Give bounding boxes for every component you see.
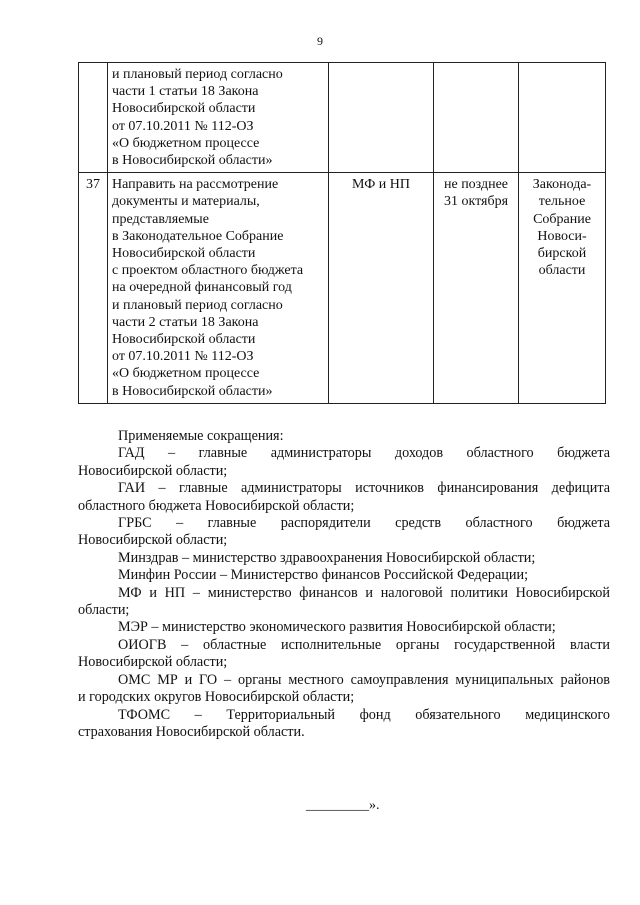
abbreviation-item <box>78 445 610 480</box>
abbreviations-heading: Применяемые сокращения: <box>118 428 284 444</box>
description-line: части 2 статьи 18 Закона <box>112 314 259 330</box>
abbreviation-continuation: Новосибирской области; <box>78 462 228 479</box>
abbreviation-item <box>78 672 610 707</box>
abbreviation-first-line: ГРБС – главные распорядители средств областного бюджета <box>118 515 610 532</box>
abbreviation-item <box>78 567 610 584</box>
abbreviation-first-line: ТФОМС – Территориальный фонд обязательного медицинского <box>118 706 610 723</box>
term-line: 31 октября <box>443 194 509 210</box>
abbreviation-first-line: ГАД – главные администраторы доходов областного бюджета <box>118 445 610 462</box>
abbreviation-continuation: Новосибирской области; <box>78 532 228 549</box>
table-row-continuation <box>79 63 606 173</box>
recipient-line: Законода- <box>532 177 592 193</box>
abbreviation-continuation: страхования Новосибирской области. <box>78 723 305 740</box>
abbreviation-continuation: Новосибирской области; <box>78 654 228 671</box>
term-line: не позднее <box>443 177 509 193</box>
abbreviation-first-line: ОМС МР и ГО – органы местного самоуправления муниципальных районов <box>118 671 610 688</box>
abbreviation-item <box>78 585 610 620</box>
description-line: представляемые <box>112 211 209 227</box>
description-line: документы и материалы, <box>112 194 260 210</box>
recipient-line: Новоси- <box>537 228 587 244</box>
table-row-37 <box>79 173 606 404</box>
executor-cell <box>329 63 434 173</box>
description-line: Новосибирской области <box>112 101 256 117</box>
description-cell <box>108 173 329 404</box>
recipient-cell <box>519 173 606 404</box>
description-line: Новосибирской области <box>112 246 256 262</box>
row-number-cell: 37 <box>79 173 108 404</box>
description-line: в Законодательное Собрание <box>112 228 284 244</box>
abbreviation-continuation: области; <box>78 602 130 619</box>
abbreviation-first-line: Минздрав – министерство здравоохранения Новосибирской области; <box>118 549 536 566</box>
abbreviation-continuation: и городских округов Новосибирской области; <box>78 689 355 706</box>
abbreviations-section <box>78 428 610 741</box>
page-number: 9 <box>317 34 323 48</box>
recipient-line: Собрание <box>533 211 591 227</box>
abbreviation-first-line: МФ и НП – министерство финансов и налоговой политики Новосибирской <box>118 584 610 601</box>
abbreviation-first-line: Минфин России – Министерство финансов Российской Федерации; <box>118 567 529 584</box>
description-line: и плановый период согласно <box>112 297 283 313</box>
abbreviation-item <box>78 707 610 742</box>
row-number-cell <box>79 63 108 173</box>
recipient-line: тельное <box>538 194 586 210</box>
term-cell <box>434 173 519 404</box>
description-line: и плановый период согласно <box>112 67 283 82</box>
description-line: в Новосибирской области» <box>112 383 273 399</box>
description-line: «О бюджетном процессе <box>112 135 260 151</box>
description-cell <box>108 63 329 173</box>
description-line: с проектом областного бюджета <box>112 263 304 279</box>
term-cell <box>434 63 519 173</box>
recipient-line: области <box>538 263 586 279</box>
plan-table <box>78 62 606 404</box>
abbreviation-continuation: областного бюджета Новосибирской области; <box>78 497 355 514</box>
recipient-cell <box>519 63 606 173</box>
abbreviation-item <box>78 637 610 672</box>
abbreviation-item <box>78 619 610 636</box>
description-line: Направить на рассмотрение <box>112 177 279 193</box>
description-line: «О бюджетном процессе <box>112 366 260 382</box>
closing-mark: _________». <box>306 798 380 813</box>
abbreviation-first-line: МЭР – министерство экономического развития Новосибирской области; <box>118 619 556 636</box>
abbreviation-first-line: ОИОГВ – областные исполнительные органы государственной власти <box>118 636 610 653</box>
description-line: от 07.10.2011 № 112-ОЗ <box>112 118 254 134</box>
executor-cell: МФ и НП <box>329 173 434 404</box>
description-line: части 1 статьи 18 Закона <box>112 84 259 100</box>
description-line: в Новосибирской области» <box>112 153 273 169</box>
description-line: на очередной финансовый год <box>112 280 292 296</box>
abbreviation-item <box>78 480 610 515</box>
abbreviation-first-line: ГАИ – главные администраторы источников финансирования дефицита <box>118 480 610 497</box>
description-line: от 07.10.2011 № 112-ОЗ <box>112 349 254 365</box>
abbreviation-item <box>78 550 610 567</box>
recipient-line: бирской <box>537 246 587 262</box>
abbreviation-item <box>78 515 610 550</box>
description-line: Новосибирской области <box>112 332 256 348</box>
